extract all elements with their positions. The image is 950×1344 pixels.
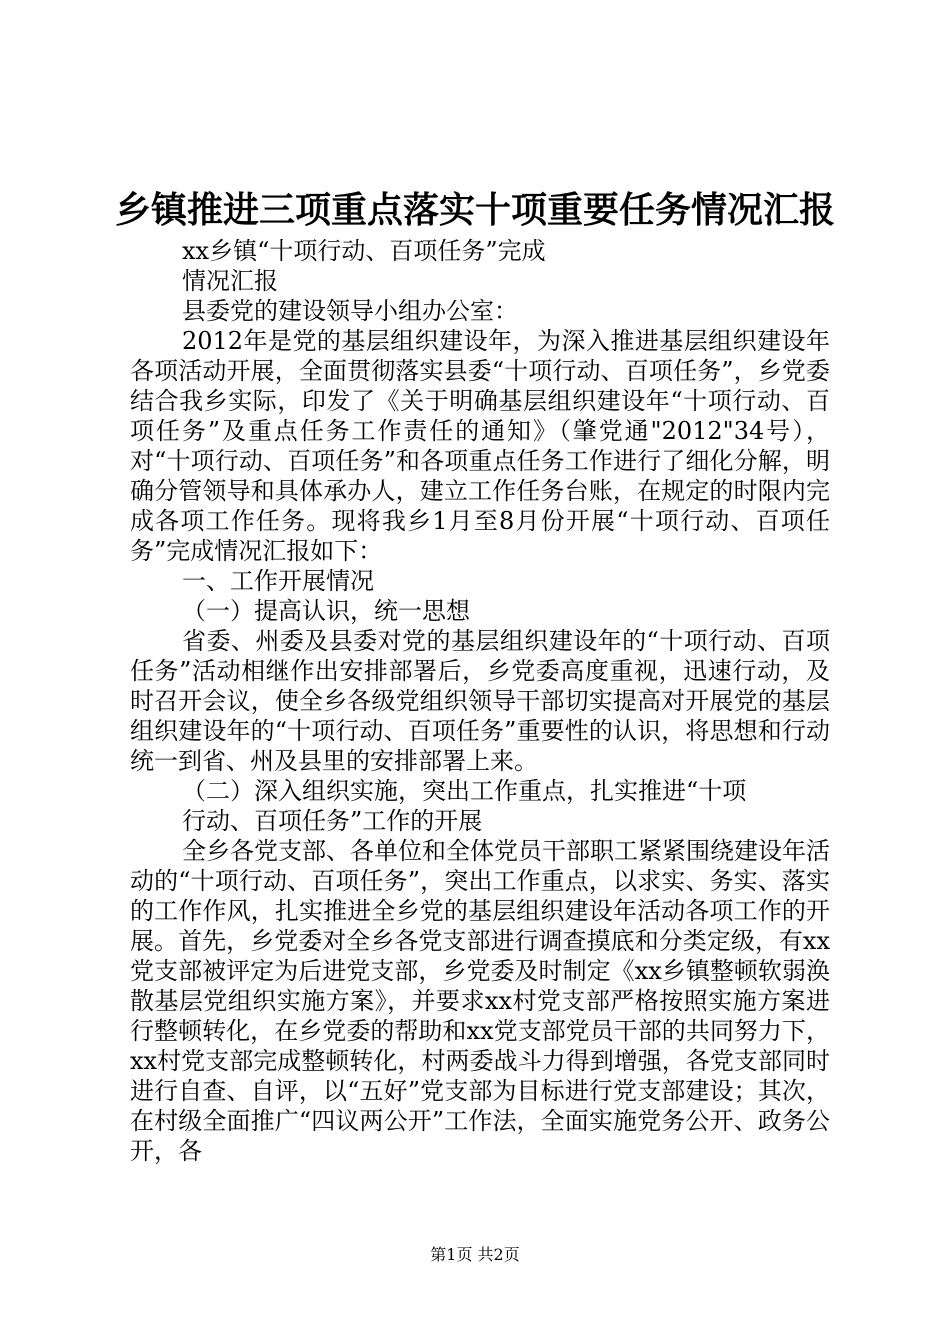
heading-line-1: xx乡镇“十项行动、百项任务”完成 — [182, 237, 546, 265]
paragraph-1: 2012年是党的基层组织建设年，为深入推进基层组织建设年各项活动开展，全面贯彻落实县委“十项行动、百项任务”，乡党委结合我乡实际，印发了《关于明确基层组织建设年“十项行动、百项任务”及重点任务工作责任的通知》（肇党通"2012"34号），对“十项行动、百项任务”和各项重点任务工作进行了细化分解，明确分管领导和具体承办人，建立工作任务台账，在规定的时限内完成各项工作任务。现将我乡1月至8月份开展“十项行动、百项任务”完成情况汇报如下： — [130, 327, 830, 565]
document-title: 乡镇推进三项重点落实十项重要任务情况汇报 — [114, 189, 835, 231]
page-footer: 第1页 共2页 — [430, 1245, 520, 1264]
heading-line-2: 情况汇报 — [182, 267, 278, 295]
paragraph-3: 全乡各党支部、各单位和全体党员干部职工紧紧围绕建设年活动的“十项行动、百项任务”，突出工作重点，以求实、务实、落实的工作作风，扎实推进全乡党的基层组织建设年活动各项工作的开展。首先，乡党委对全乡各党支部进行调查摸底和分类定级，有xx党支部被评定为后进党支部，乡党委及时制定《xx乡镇整顿软弱涣散基层党组织实施方案》，并要求xx村党支部严格按照实施方案进行整顿转化，在乡党委的帮助和xx党支部党员干部的共同努力下，xx村党支部完成整顿转化，村两委战斗力得到增强，各党支部同时进行自查、自评，以“五好”党支部为目标进行党支部建设；其次，在村级全面推广“四议两公开”工作法，全面实施党务公开、政务公开，各 — [130, 837, 830, 1165]
paragraph-2: 省委、州委及县委对党的基层组织建设年的“十项行动、百项任务”活动相继作出安排部署后，乡党委高度重视，迅速行动，及时召开会议，使全乡各级党组织领导干部切实提高对开展党的基层组织建设年的“十项行动、百项任务”重要性的认识，将思想和行动统一到省、州及县里的安排部署上来。 — [130, 627, 830, 775]
document-body — [130, 236, 830, 1166]
sub-heading-2-line-1: （二）深入组织实施，突出工作重点，扎实推进“十项 — [182, 777, 747, 805]
salutation: 县委党的建设领导小组办公室： — [182, 297, 518, 325]
sub-heading-2-line-2: 行动、百项任务”工作的开展 — [182, 807, 483, 835]
sub-heading-1: （一）提高认识，统一思想 — [182, 597, 470, 625]
section-heading-1: 一、工作开展情况 — [182, 567, 374, 595]
